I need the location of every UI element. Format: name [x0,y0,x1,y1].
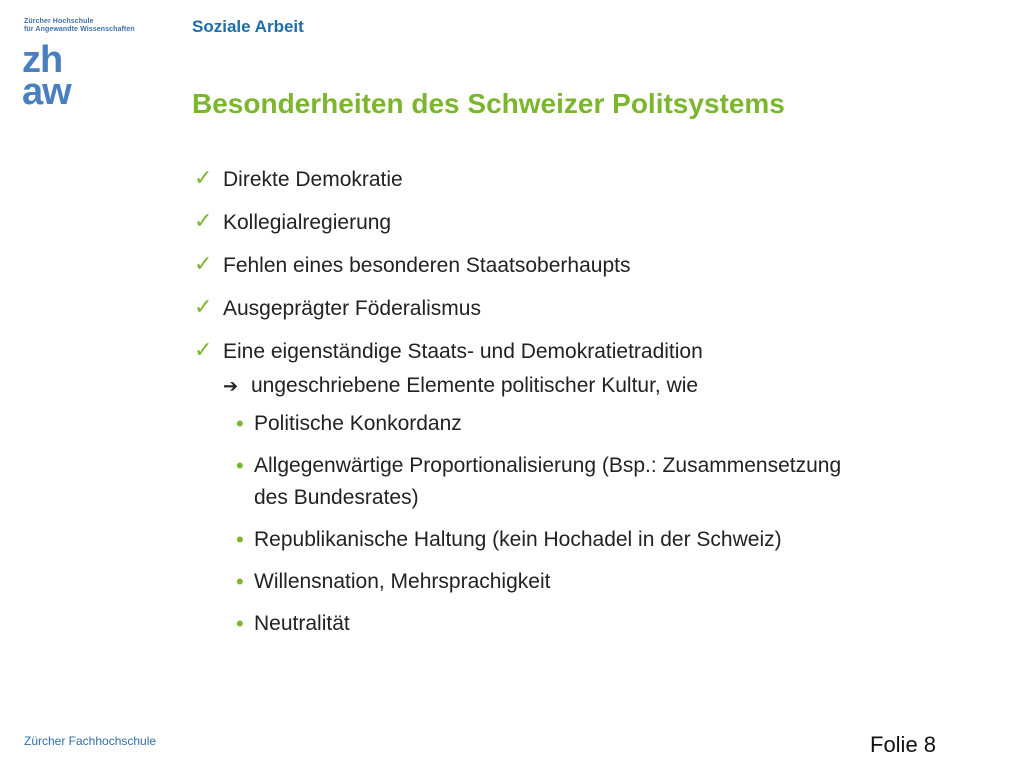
sub-list-item [192,524,992,556]
check-item-text: Kollegialregierung [223,211,392,234]
check-item-text: Fehlen eines besonderen Staatsoberhaupts [223,254,631,277]
slide-title: Besonderheiten des Schweizer Politsystems [192,88,785,119]
sub-list-item [192,566,992,598]
check-item [192,209,992,236]
department-label: Soziale Arbeit [192,17,304,36]
check-item-text: Eine eigenständige Staats- und Demokratietradition [223,340,703,363]
sub-list-item [192,608,992,640]
sub-list-item-continuation: des Bundesrates) [254,486,419,509]
sub-list-item-text: Republikanische Haltung (kein Hochadel in der Schweiz) [254,528,782,551]
institution-name-line1: Zürcher Hochschule [24,18,94,25]
footer-school-name: Zürcher Fachhochschule [24,734,157,748]
logo-row-bottom: aw [22,71,71,113]
logo-row-top: zh [22,39,63,81]
zhaw-logo [22,39,102,113]
checkmark-icon: ✓ [194,208,213,233]
arrow-line [223,372,992,400]
bullet-icon: • [236,569,244,594]
check-item [192,338,992,400]
bullet-icon: • [236,527,244,552]
sub-list-item [192,408,992,440]
arrow-line-text: ungeschriebene Elemente politischer Kultur, wie [251,374,699,397]
bullet-icon: • [236,453,244,478]
sub-list-item-text: Neutralität [254,612,350,635]
sub-list-item-text: Politische Konkordanz [254,412,462,435]
slide-number: Folie 8 [870,732,937,757]
slide-content [192,166,992,650]
checkmark-icon: ✓ [194,251,213,276]
checkmark-icon: ✓ [194,294,213,319]
check-item [192,166,992,193]
bullet-icon: • [236,411,244,436]
checkmark-icon: ✓ [194,337,213,362]
sub-list-item-text: Allgegenwärtige Proportionalisierung (Bsp.: Zusammensetzung [254,454,842,477]
sub-list-item [192,450,992,514]
sub-list-item-text: Willensnation, Mehrsprachigkeit [254,570,551,593]
checkmark-icon: ✓ [194,165,213,190]
arrow-right-icon: ➔ [223,376,239,396]
check-item-text: Ausgeprägter Föderalismus [223,297,481,320]
check-item-text: Direkte Demokratie [223,168,403,191]
institution-name-line2: für Angewandte Wissenschaften [24,26,135,33]
check-item [192,252,992,279]
bullet-icon: • [236,611,244,636]
check-item [192,295,992,322]
